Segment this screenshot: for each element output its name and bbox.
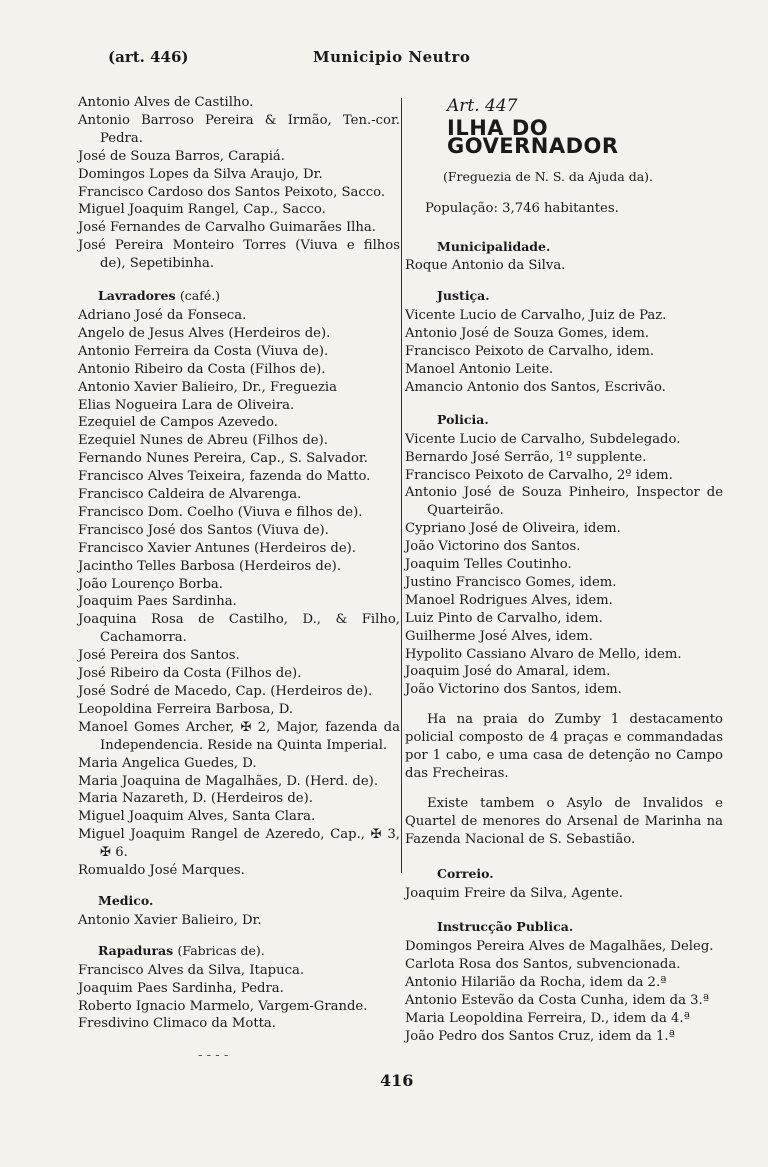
list-item: José Fernandes de Carvalho Guimarães Ilha. bbox=[78, 220, 376, 236]
policia-list bbox=[405, 431, 723, 700]
list-item: Joaquina Rosa de Castilho, D., & Filho, Cachamorra. bbox=[78, 612, 400, 646]
list-item: Ezequiel de Campos Azevedo. bbox=[78, 415, 278, 431]
list-item: Angelo de Jesus Alves (Herdeiros de). bbox=[78, 325, 331, 341]
lavradores-subtitle: (café.) bbox=[179, 288, 221, 304]
list-item: Carlota Rosa dos Santos, subvencionada. bbox=[405, 957, 681, 973]
section-separator: - - - - bbox=[198, 1048, 229, 1064]
list-item: José Ribeiro da Costa (Filhos de). bbox=[78, 666, 302, 682]
list-item: Antonio Xavier Balieiro, Dr. bbox=[78, 912, 262, 928]
list-item: Adriano José da Fonseca. bbox=[78, 307, 247, 323]
list-item: Vicente Lucio de Carvalho, Subdelegado. bbox=[405, 431, 681, 447]
medico-heading: Medico. bbox=[98, 892, 154, 908]
list-item: Miguel Joaquim Alves, Santa Clara. bbox=[78, 809, 316, 825]
list-item: João Pedro dos Santos Cruz, idem da 1.ª bbox=[405, 1028, 675, 1044]
justica-list bbox=[405, 307, 723, 397]
list-item: Manoel Gomes Archer, ✠ 2, Major, fazenda da Independencia. Reside na Quinta Imperial. bbox=[78, 719, 400, 753]
list-item: Maria Angelica Guedes, D. bbox=[78, 755, 257, 771]
instrucao-heading: Instrucção Publica. bbox=[437, 919, 574, 935]
list-item: Bernardo José Serrão, 1º supplente. bbox=[405, 449, 647, 465]
list-item: Joaquim Paes Sardinha. bbox=[78, 594, 237, 610]
municipalidade-heading: Municipalidade. bbox=[437, 238, 551, 254]
list-item: Guilherme José Alves, idem. bbox=[405, 628, 593, 644]
list-item: Antonio José de Souza Pinheiro, Inspector de Quarteirão. bbox=[405, 485, 723, 519]
rapaduras-subtitle: (Fabricas de). bbox=[177, 942, 265, 958]
list-item: Maria Joaquina de Magalhães, D. (Herd. de). bbox=[78, 773, 379, 789]
header-article-ref: (art. 446) bbox=[108, 48, 189, 66]
rapaduras-title: Rapaduras bbox=[98, 942, 174, 958]
list-item: Leopoldina Ferreira Barbosa, D. bbox=[78, 701, 294, 717]
list-item: Fernando Nunes Pereira, Cap., S. Salvador. bbox=[78, 451, 368, 467]
list-item: Francisco Alves da Silva, Itapuca. bbox=[78, 962, 305, 978]
list-item: João Victorino dos Santos, idem. bbox=[405, 682, 622, 698]
right-column bbox=[405, 94, 723, 1046]
list-item: Amancio Antonio dos Santos, Escrivão. bbox=[405, 379, 666, 395]
list-item: Vicente Lucio de Carvalho, Juiz de Paz. bbox=[405, 308, 667, 324]
policia-heading: Policia. bbox=[437, 411, 489, 427]
list-item: Antonio José de Souza Gomes, idem. bbox=[405, 326, 650, 342]
list-item: Joaquim Telles Coutinho. bbox=[405, 557, 572, 573]
population: População: 3,746 habitantes. bbox=[425, 200, 619, 216]
list-item: Francisco Caldeira de Alvarenga. bbox=[78, 487, 302, 503]
list-item: Francisco Peixoto de Carvalho, 2º idem. bbox=[405, 467, 673, 483]
list-item: Francisco José dos Santos (Viuva de). bbox=[78, 522, 329, 538]
list-item: Joaquim José do Amaral, idem. bbox=[405, 664, 611, 680]
list-item: Francisco Xavier Antunes (Herdeiros de). bbox=[78, 540, 356, 556]
list-item: Antonio Ribeiro da Costa (Filhos de). bbox=[78, 361, 326, 377]
list-item: Francisco Dom. Coelho (Viuva e filhos de). bbox=[78, 504, 363, 520]
list-item: Ezequiel Nunes de Abreu (Filhos de). bbox=[78, 433, 328, 449]
page-header bbox=[108, 48, 668, 72]
list-item: Jacintho Telles Barbosa (Herdeiros de). bbox=[78, 558, 342, 574]
list-item: Maria Nazareth, D. (Herdeiros de). bbox=[78, 791, 313, 807]
list-item: Antonio Xavier Balieiro, Dr., Freguezia bbox=[78, 379, 337, 395]
justica-heading: Justiça. bbox=[437, 288, 490, 304]
left-column bbox=[78, 94, 400, 1065]
list-item: Fresdivino Climaco da Motta. bbox=[78, 1016, 276, 1032]
list-item: Luiz Pinto de Carvalho, idem. bbox=[405, 610, 603, 626]
list-item: Joaquim Paes Sardinha, Pedra. bbox=[78, 980, 284, 996]
lavradores-heading bbox=[78, 287, 400, 305]
list-item: Romualdo José Marques. bbox=[78, 863, 245, 879]
list-item: Antonio Barroso Pereira & Irmão, Ten.-cor. Pedra. bbox=[78, 112, 400, 146]
list-item: Francisco Alves Teixeira, fazenda do Matto. bbox=[78, 469, 371, 485]
list-item: José de Souza Barros, Carapiá. bbox=[78, 148, 285, 164]
detachment-paragraph: Ha na praia do Zumby 1 destacamento policial composto de 4 praças e commandadas por 1 cabo, e uma casa de detenção no Campo das Frecheiras. bbox=[405, 712, 723, 781]
list-item: Hypolito Cassiano Alvaro de Mello, idem. bbox=[405, 646, 682, 662]
list-item: Antonio Alves de Castilho. bbox=[78, 95, 254, 110]
list-item: Roque Antonio da Silva. bbox=[405, 258, 566, 274]
column-divider bbox=[401, 98, 402, 873]
list-item: Elias Nogueira Lara de Oliveira. bbox=[78, 397, 295, 413]
lavradores-list bbox=[78, 307, 400, 880]
list-item: Justino Francisco Gomes, idem. bbox=[405, 574, 617, 590]
rapaduras-list bbox=[78, 962, 400, 1034]
list-item: Roberto Ignacio Marmelo, Vargem-Grande. bbox=[78, 998, 368, 1014]
article-number: Art. 447 bbox=[447, 96, 518, 116]
list-item: Antonio Estevão da Costa Cunha, idem da 3.ª bbox=[405, 993, 710, 1009]
list-item: José Sodré de Macedo, Cap. (Herdeiros de). bbox=[78, 684, 373, 699]
names-top-list bbox=[78, 94, 400, 273]
list-item: Cypriano José de Oliveira, idem. bbox=[405, 521, 621, 537]
list-item: Maria Leopoldina Ferreira, D., idem da 4.ª bbox=[405, 1010, 690, 1026]
list-item: João Lourenço Borba. bbox=[78, 576, 223, 592]
island-title: ILHA DO GOVERNADOR bbox=[447, 115, 619, 158]
list-item: Francisco Cardoso dos Santos Peixoto, Sacco. bbox=[78, 184, 386, 200]
list-item: Manoel Rodrigues Alves, idem. bbox=[405, 592, 613, 608]
list-item: José Pereira dos Santos. bbox=[78, 648, 240, 664]
list-item: João Victorino dos Santos. bbox=[405, 539, 581, 555]
list-item: Joaquim Freire da Silva, Agente. bbox=[405, 885, 623, 901]
page-number: 416 bbox=[380, 1071, 414, 1090]
list-item: Domingos Pereira Alves de Magalhães, Deleg. bbox=[405, 939, 714, 955]
list-item: Domingos Lopes da Silva Araujo, Dr. bbox=[78, 166, 323, 182]
list-item: Manoel Antonio Leite. bbox=[405, 361, 554, 377]
list-item: Francisco Peixoto de Carvalho, idem. bbox=[405, 344, 655, 360]
list-item: Miguel Joaquim Rangel, Cap., Sacco. bbox=[78, 202, 326, 218]
list-item: Antonio Hilarião da Rocha, idem da 2.ª bbox=[405, 975, 667, 991]
list-item: Antonio Ferreira da Costa (Viuva de). bbox=[78, 343, 329, 359]
lavradores-title: Lavradores bbox=[98, 288, 176, 304]
header-title: Municipio Neutro bbox=[313, 48, 471, 66]
list-item: Miguel Joaquim Rangel de Azeredo, Cap., ✠ 3, ✠ 6. bbox=[78, 827, 400, 861]
correio-heading: Correio. bbox=[437, 865, 494, 881]
list-item: José Pereira Monteiro Torres (Viuva e filhos de), Sepetibinha. bbox=[78, 238, 400, 272]
asylum-paragraph: Existe tambem o Asylo de Invalidos e Quartel de menores do Arsenal de Marinha na Fazenda Nacional de S. Sebastião. bbox=[405, 795, 723, 847]
rapaduras-heading bbox=[78, 942, 400, 960]
parish-note: (Freguezia de N. S. da Ajuda da). bbox=[443, 168, 654, 184]
instrucao-list bbox=[405, 938, 723, 1045]
